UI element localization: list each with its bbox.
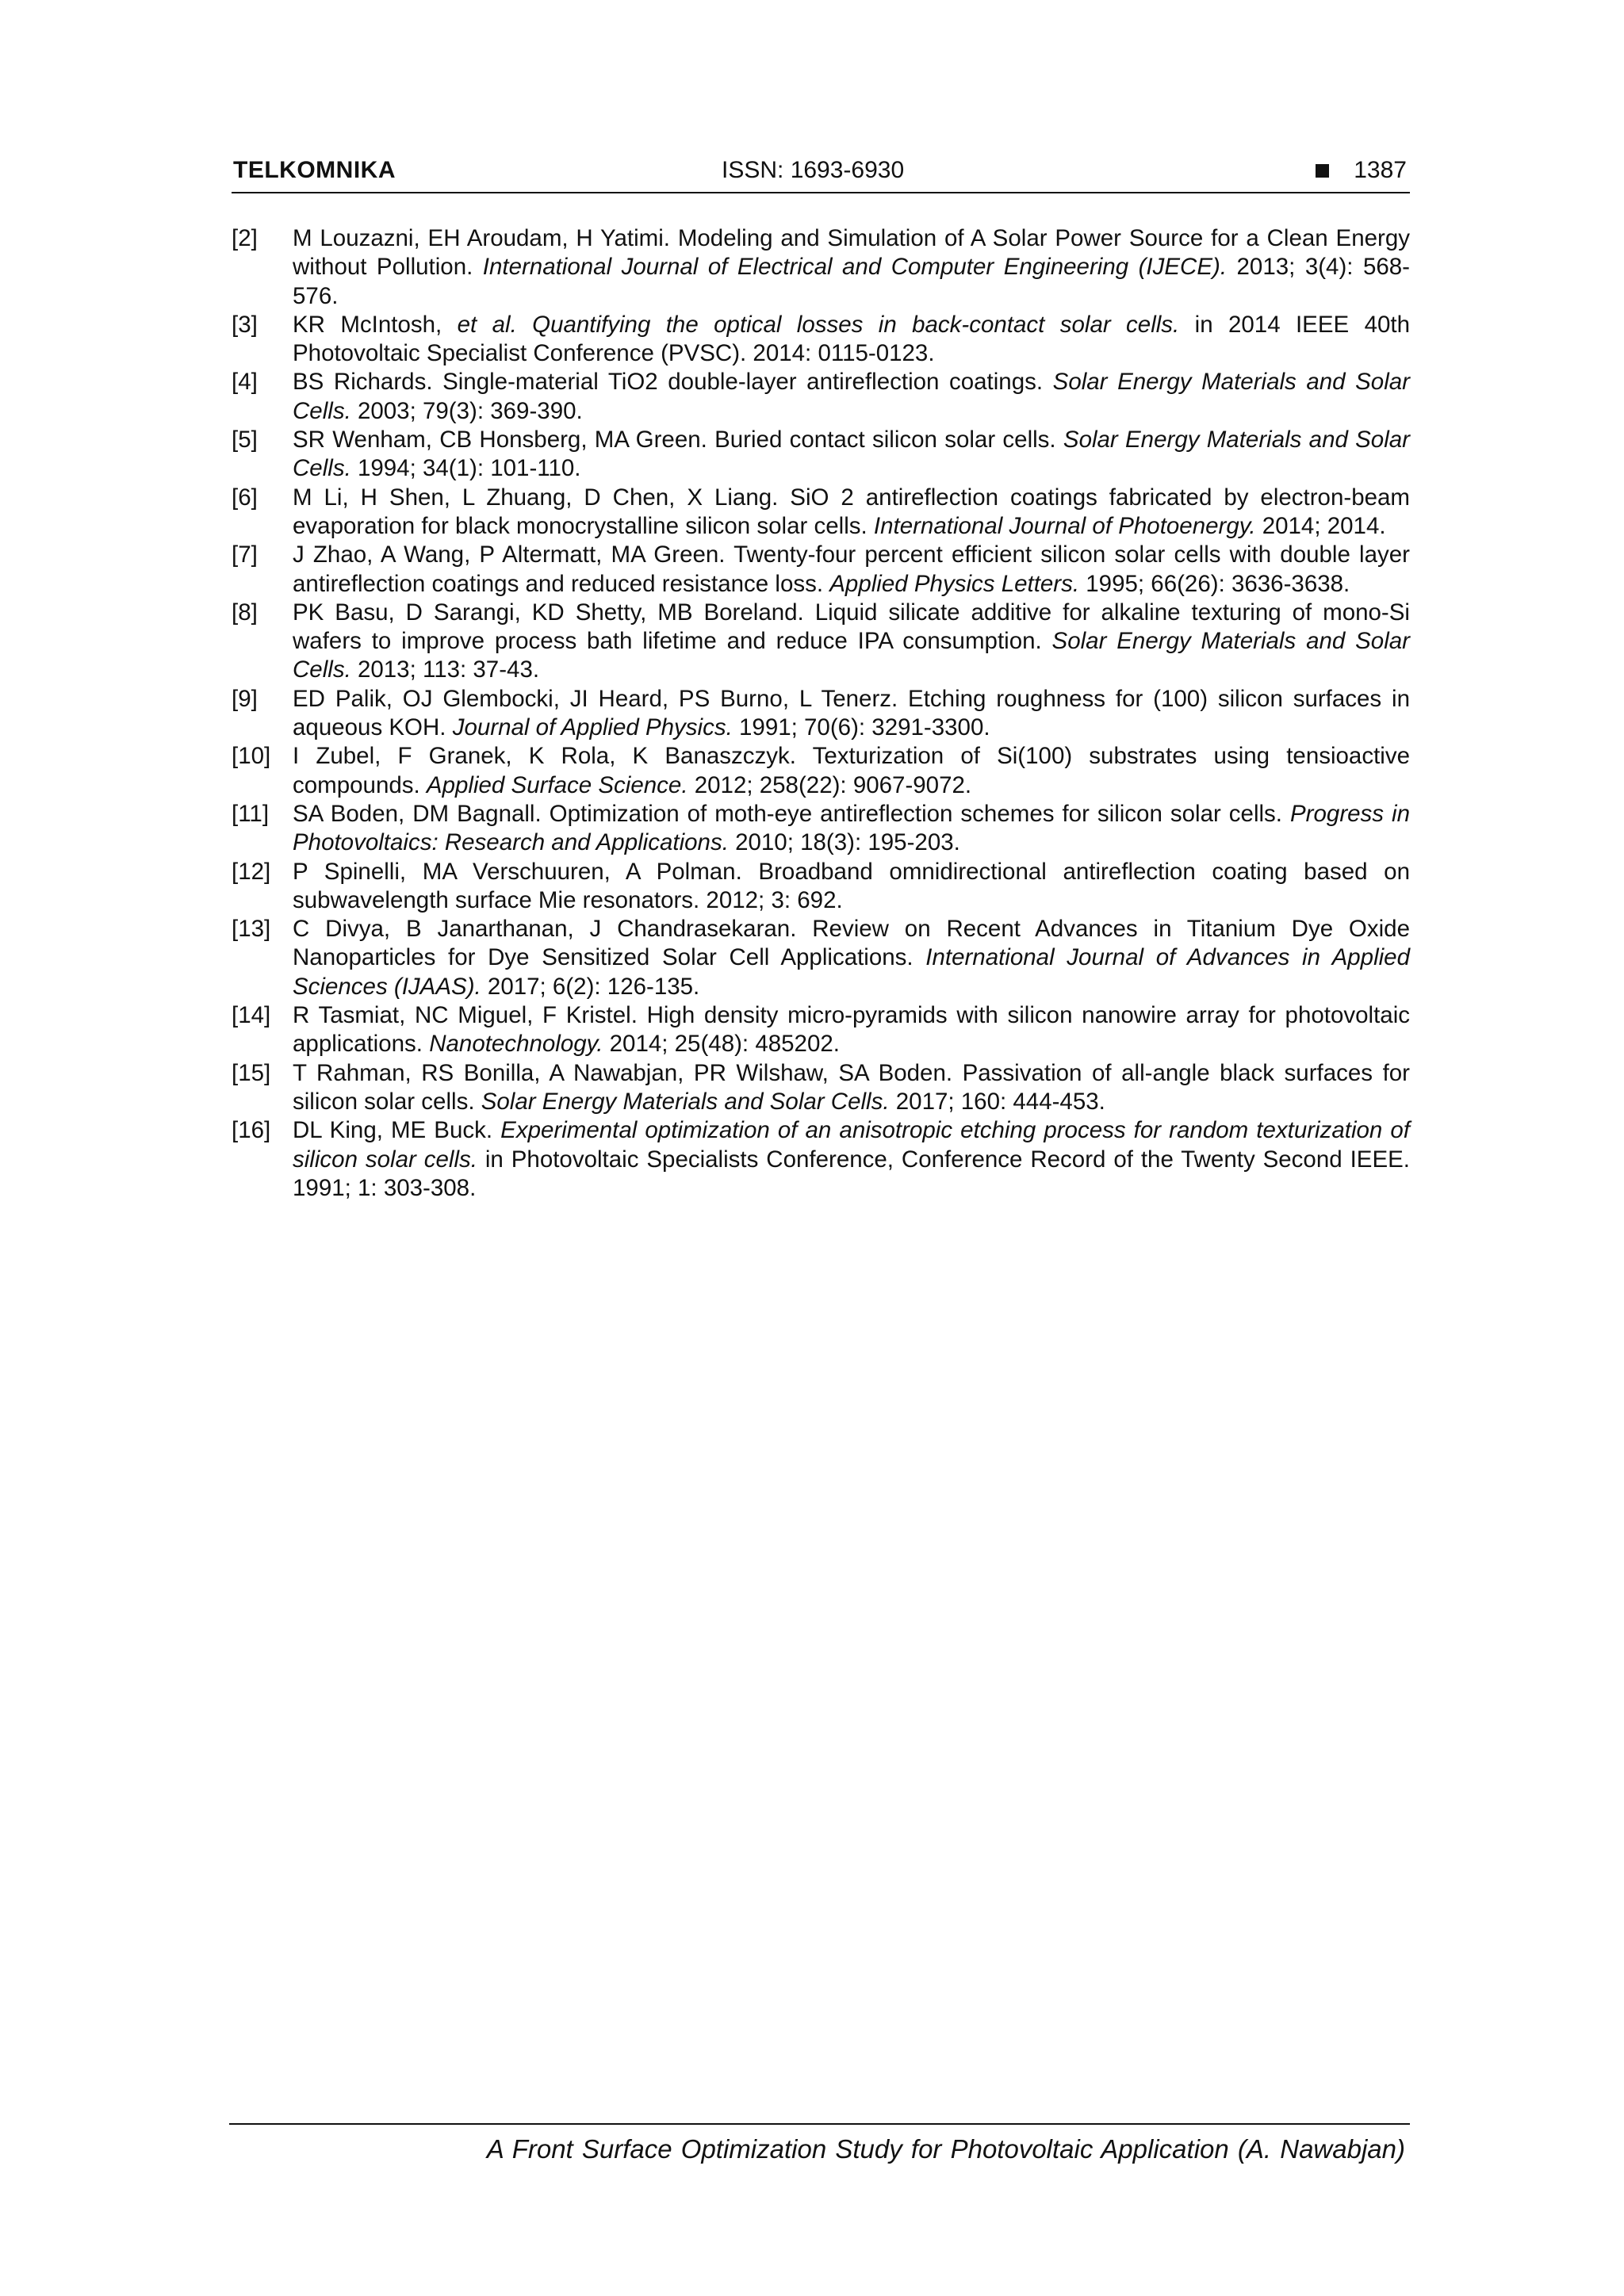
page-number-group (1316, 157, 1407, 184)
journal-name: TELKOMNIKA (233, 157, 396, 183)
reference-text: PK Basu, D Sarangi, KD Shetty, MB Boreland. Liquid silicate additive for alkaline texturing of mono-Si wafers to improve process bath lifetime and reduce IPA consumption. Solar Energy Materials and Solar Cells. 2013; 113: 37-43. (293, 599, 1410, 683)
reference-item (232, 599, 1410, 685)
square-bullet-icon (1316, 164, 1329, 178)
reference-text: M Louzazni, EH Aroudam, H Yatimi. Modeling and Simulation of A Solar Power Source for a Clean Energy without Pollution. International Journal of Electrical and Computer Engineering (IJECE). 2013; 3(4): 568-576. (293, 225, 1410, 309)
reference-number: [14] (232, 1002, 271, 1029)
running-footer (229, 2123, 1410, 2172)
reference-item (232, 685, 1410, 743)
reference-text: C Divya, B Janarthanan, J Chandrasekaran. Review on Recent Advances in Titanium Dye Oxide Nanoparticles for Dye Sensitized Solar Cell Applications. International Journal of Advances in Applied Sciences (IJAAS). 2017; 6(2): 126-135. (293, 916, 1410, 1000)
reference-text: T Rahman, RS Bonilla, A Nawabjan, PR Wilshaw, SA Boden. Passivation of all-angle black surfaces for silicon solar cells. Solar Energy Materials and Solar Cells. 2017; 160: 444-453. (293, 1059, 1410, 1115)
running-header (232, 155, 1410, 193)
reference-item (232, 1001, 1410, 1059)
footer-caption: A Front Surface Optimization Study for Photovoltaic Application (A. Nawabjan) (486, 2134, 1405, 2164)
reference-number: [9] (232, 685, 258, 712)
reference-number: [5] (232, 427, 258, 453)
reference-source: Solar Energy Materials and Solar Cells. (481, 1088, 890, 1115)
reference-list (232, 224, 1410, 1203)
reference-item (232, 915, 1410, 1001)
reference-item (232, 858, 1410, 916)
reference-source: Solar Energy Materials and Solar Cells. (293, 369, 1410, 424)
reference-number: [3] (232, 311, 258, 338)
reference-number: [12] (232, 858, 271, 885)
reference-item (232, 742, 1410, 800)
reference-item (232, 1059, 1410, 1117)
reference-item (232, 426, 1410, 484)
issn: ISSN: 1693-6930 (722, 157, 905, 183)
reference-source: Applied Surface Science. (426, 771, 688, 798)
reference-item (232, 311, 1410, 369)
reference-item (232, 484, 1410, 541)
reference-text: J Zhao, A Wang, P Altermatt, MA Green. Twenty-four percent efficient silicon solar cells with double layer antireflection coatings and reduced resistance loss. Applied Physics Letters. 1995; 66(26): 3636-3638. (293, 541, 1410, 597)
reference-item (232, 368, 1410, 426)
reference-text: KR McIntosh, et al. Quantifying the optical losses in back-contact solar cells. in 2014 IEEE 40th Photovoltaic Specialist Conference (PVSC). 2014: 0115-0123. (293, 311, 1410, 367)
reference-text: I Zubel, F Granek, K Rola, K Banaszczyk. Texturization of Si(100) substrates using tensioactive compounds. Applied Surface Science. 2012; 258(22): 9067-9072. (293, 743, 1410, 798)
reference-source: Solar Energy Materials and Solar Cells. (293, 628, 1410, 683)
reference-number: [7] (232, 541, 258, 568)
reference-number: [10] (232, 743, 271, 770)
reference-number: [4] (232, 369, 258, 396)
reference-text: SR Wenham, CB Honsberg, MA Green. Buried contact silicon solar cells. Solar Energy Materials and Solar Cells. 1994; 34(1): 101-110. (293, 427, 1410, 482)
reference-item (232, 224, 1410, 311)
reference-source: Solar Energy Materials and Solar Cells. (293, 427, 1410, 482)
reference-text: BS Richards. Single-material TiO2 double-layer antireflection coatings. Solar Energy Materials and Solar Cells. 2003; 79(3): 369-390. (293, 369, 1410, 424)
reference-text: SA Boden, DM Bagnall. Optimization of moth-eye antireflection schemes for silicon solar cells. Progress in Photovoltaics: Research and Applications. 2010; 18(3): 195-203. (293, 800, 1410, 856)
reference-source: Progress in Photovoltaics: Research and Applications. (293, 800, 1410, 856)
page-number: 1387 (1354, 157, 1407, 183)
reference-source: Nanotechnology. (429, 1031, 603, 1058)
reference-text: M Li, H Shen, L Zhuang, D Chen, X Liang. SiO 2 antireflection coatings fabricated by electron-beam evaporation for black monocrystalline silicon solar cells. International Journal of Photoenergy. 2014; 2014. (293, 484, 1410, 539)
reference-number: [16] (232, 1117, 271, 1144)
reference-text: P Spinelli, MA Verschuuren, A Polman. Broadband omnidirectional antireflection coating based on subwavelength surface Mie resonators. 2012; 3: 692. (293, 858, 1410, 913)
reference-number: [8] (232, 599, 258, 626)
reference-item (232, 1116, 1410, 1203)
reference-source: International Journal of Advances in Applied Sciences (IJAAS). (293, 944, 1410, 1000)
reference-item (232, 541, 1410, 599)
reference-number: [2] (232, 225, 258, 251)
reference-text: DL King, ME Buck. Experimental optimization of an anisotropic etching process for random texturization of silicon solar cells. in Photovoltaic Specialists Conference, Conference Record of the Twenty Second IEEE. 1991; 1: 303-308. (293, 1117, 1410, 1201)
reference-source: International Journal of Electrical and Computer Engineering (IJECE). (482, 254, 1228, 281)
reference-source: Journal of Applied Physics. (452, 714, 733, 741)
reference-number: [11] (232, 800, 270, 827)
reference-number: [13] (232, 916, 271, 943)
reference-text: ED Palik, OJ Glembocki, JI Heard, PS Burno, L Tenerz. Etching roughness for (100) silicon surfaces in aqueous KOH. Journal of Applied Physics. 1991; 70(6): 3291-3300. (293, 685, 1410, 741)
reference-source: Experimental optimization of an anisotropic etching process for random texturization of silicon solar cells. (293, 1117, 1410, 1173)
reference-item (232, 800, 1410, 858)
reference-number: [6] (232, 484, 258, 511)
reference-source: International Journal of Photoenergy. (873, 512, 1256, 539)
reference-text: R Tasmiat, NC Miguel, F Kristel. High density micro-pyramids with silicon nanowire array for photovoltaic applications. Nanotechnology. 2014; 25(48): 485202. (293, 1002, 1410, 1058)
reference-source: et al. Quantifying the optical losses in back-contact solar cells. (457, 311, 1180, 338)
reference-source: Applied Physics Letters. (829, 570, 1080, 597)
reference-number: [15] (232, 1059, 271, 1086)
